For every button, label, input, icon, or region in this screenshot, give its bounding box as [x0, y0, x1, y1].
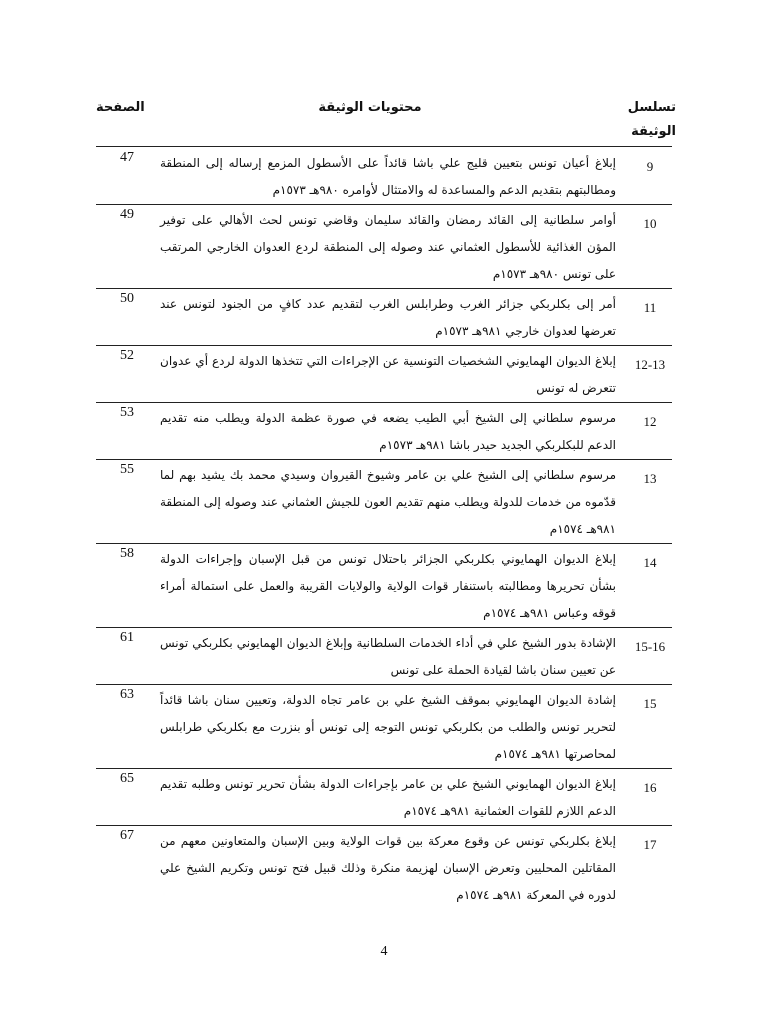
row-sequence: 14 [643, 555, 657, 570]
row-description: إبلاغ الديوان الهمايوني الشخصيات التونسية عن الإجراءات التي تتخذها الدولة لردع أي عدوان تتعرض له تونس [160, 354, 616, 395]
table-row [96, 544, 672, 628]
row-sequence: 11 [643, 300, 657, 315]
table-row [96, 289, 672, 346]
table-row [96, 460, 672, 544]
row-sequence: 16 [643, 780, 657, 795]
row-description: إبلاغ الديوان الهمايوني بكلربكي الجزائر باحتلال تونس من قبل الإسبان وإجراءات الدولة بشأن تحريرها ومطالبته باستنفار قوات الولاية والولايات القريبة والعمل على استمالة أمراء قوقه وعباس ٩٨١هـ ١٥٧٤م [160, 552, 616, 620]
row-description: مرسوم سلطاني إلى الشيخ أبي الطيب يضعه في صورة عظمة الدولة ويطلب منه تقديم الدعم للبكلربكي الجديد حيدر باشا ٩٨١هـ ١٥٧٣م [160, 411, 616, 452]
row-description: إشادة الديوان الهمايوني بموقف الشيخ علي بن عامر تجاه الدولة، وتعيين سنان باشا قائداً لتحرير تونس والطلب من بكلربكي تونس التوجه إلى تونس أو بنزرت مع بكلربكي طرابلس لمحاصرتها ٩٨١هـ ١٥٧٤م [160, 693, 616, 761]
row-description: الإشادة بدور الشيخ علي في أداء الخدمات السلطانية وإبلاغ الديوان الهمايوني بكلربكي تونس عن تعيين سنان باشا لقيادة الحملة على تونس [160, 636, 616, 677]
row-sequence: 15 [643, 696, 657, 711]
row-sequence: 10 [643, 216, 657, 231]
table-row [96, 769, 672, 826]
row-description: إبلاغ بكلربكي تونس عن وقوع معركة بين قوات الولاية وبين الإسبان والمتعاونين معهم من المقاتلين المحليين وتعرض الإسبان لهزيمة منكرة وذلك قبيل فتح تونس وتكريم الشيخ علي لدوره في المعركة ٩٨١هـ ١٥٧٤م [160, 834, 616, 902]
row-page-number: 52 [120, 348, 134, 363]
table-row [96, 826, 672, 909]
row-description: أوامر سلطانية إلى القائد رمضان والقائد سليمان وقاضي تونس لحث الأهالي على توفير المؤن الغذائية للأسطول العثماني عند وصوله إلى المنطقة لردع العدوان الخارجي المرتقب على تونس ٩٨٠هـ ١٥٧٣م [160, 213, 616, 281]
row-page-number: 61 [120, 630, 134, 645]
row-description: أمر إلى بكلربكي جزائر الغرب وطرابلس الغرب لتقديم عدد كافٍ من الجنود لتونس عند تعرضها لعدوان خارجي ٩٨١هـ ١٥٧٣م [160, 297, 616, 338]
header-divider [96, 146, 672, 147]
row-description: إبلاغ الديوان الهمايوني الشيخ علي بن عامر بإجراءات الدولة بشأن تحرير تونس وطلبه تقديم الدعم اللازم للقوات العثمانية ٩٨١هـ ١٥٧٤م [160, 777, 616, 818]
table-row [96, 346, 672, 403]
table-row [96, 685, 672, 769]
page-number: 4 [380, 944, 388, 959]
row-description: إبلاغ أعيان تونس بتعيين قليج علي باشا قائداً على الأسطول المزمع إرساله إلى المنطقة ومطالبتهم بتقديم الدعم والمساعدة له والامتثال لأوامره ٩٨٠هـ ١٥٧٣م [160, 156, 616, 197]
table-row [96, 148, 672, 205]
row-sequence: 12 [643, 414, 657, 429]
header-page: الصفحة [96, 100, 145, 115]
table-row [96, 403, 672, 460]
row-page-number: 65 [120, 771, 134, 786]
row-sequence: 17 [643, 837, 657, 852]
table-row [96, 628, 672, 685]
row-sequence: 12-13 [634, 357, 666, 372]
header-content: محتويات الوثيقة [318, 100, 422, 115]
row-page-number: 53 [120, 405, 134, 420]
row-page-number: 47 [120, 150, 134, 165]
row-sequence: 15-16 [634, 639, 666, 654]
table-header [96, 96, 676, 144]
row-page-number: 49 [120, 207, 134, 222]
row-page-number: 55 [120, 462, 134, 477]
row-sequence: 9 [646, 159, 654, 174]
row-sequence: 13 [643, 471, 657, 486]
row-description: مرسوم سلطاني إلى الشيخ علي بن عامر وشيوخ القيروان وسيدي محمد بك يشيد بهم لما قدّموه من خدمات للدولة ويطلب منهم تقديم العون للجيش العثماني عند وصوله إلى المنطقة ٩٨١هـ ١٥٧٤م [160, 468, 616, 536]
header-sequence: تسلسل الوثيقة [627, 100, 676, 139]
row-page-number: 50 [120, 291, 134, 306]
row-page-number: 63 [120, 687, 134, 702]
table-body [96, 148, 672, 909]
row-page-number: 58 [120, 546, 134, 561]
row-page-number: 67 [120, 828, 134, 843]
table-row [96, 205, 672, 289]
